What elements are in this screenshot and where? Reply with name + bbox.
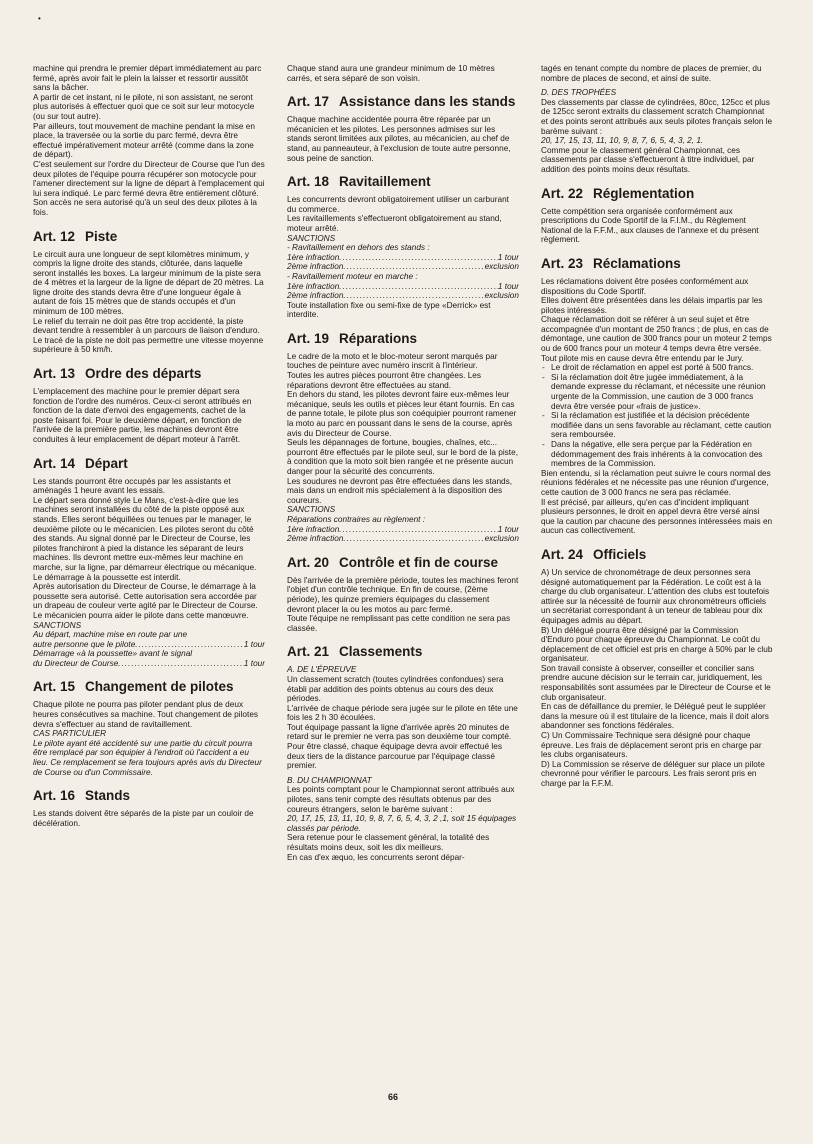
sanction-line: Au départ, machine mise en route par une — [33, 630, 188, 640]
sanction-penalty: exclusion — [484, 291, 519, 301]
paragraph: Tout équipage passant la ligne d'arrivée après 20 minutes de retard sur le premier ne verra pas son deuxième tour compté. — [287, 722, 512, 742]
paragraph: Après autorisation du Directeur de Course, le démarrage à la poussette sera autorisé. Cette autorisation sera accordée par un drapeau de couleur verte agité par le Directeur de Course. — [33, 582, 258, 611]
sanction-label: 2ème infraction — [287, 262, 344, 272]
paragraph: Des classements par classe de cylindrées, 80cc, 125cc et plus de 125cc seront extraits du classement scratch Championnat et des points seront attribués aux seuls pilotes français selon le barème suivant : — [541, 97, 773, 136]
sanctions-heading: SANCTIONS — [33, 620, 82, 630]
sanction-row — [287, 253, 519, 263]
sanction-row — [287, 525, 519, 535]
article-18-heading — [287, 174, 519, 190]
list-item: - Dans la négative, elle sera perçue par la Fédération en dédommagement des frais inhérents à la convocation des membres de la Commission. — [551, 440, 773, 469]
subsection-heading: B. DU CHAMPIONNAT — [287, 775, 372, 785]
paragraph: Les concurrents devront obligatoirement utiliser un carburant du commerce. — [287, 195, 509, 214]
sanction-penalty: 1 tour — [497, 524, 519, 534]
paragraph: Le départ sera donné style Le Mans, c'est-à-dire que les machines seront installées du côté de la piste opposé aux stands. Elles seront béquillées ou tenues par le manager, le deuxième pilote ou le mécanicien. Les pilotes seront du côté des stands. Au signal donné par le Directeur de Course, les pilotes franchiront à pied la distance les séparant de leurs machines. Ils devront mettre eux-mêmes leur machine en marche, sur la ligne, par démarreur électrique ou mécanique. Le démarrage à la poussette est interdit. — [33, 495, 257, 582]
sanction-row — [287, 282, 519, 292]
article-title: Réclamations — [593, 255, 681, 271]
column-2 — [287, 64, 519, 862]
article-title: Stands — [85, 788, 131, 804]
paragraph: Le circuit aura une longueur de sept kilomètres minimum, y compris la ligne droite des stands, clôturée, dans laquelle seront installés les boxes. La largeur minimum de la piste sera de 4 mètres et la largeur de la ligne de départ de 20 mètres. La ligne droite des stands devra être d'une longueur égale à autant de fois 15 mètres que de stands occupés et d'un minimum de 100 mètres. — [33, 249, 264, 317]
sanctions-heading: SANCTIONS — [287, 505, 336, 515]
sanction-line: Démarrage «à la poussette» avant le signal — [33, 649, 193, 659]
article-title: Ordre des départs — [85, 366, 202, 382]
sanction-label: du Directeur de Course — [33, 658, 119, 668]
article-title: Piste — [85, 228, 118, 244]
article-20-heading — [287, 555, 519, 571]
article-number: Art. 21 — [287, 644, 330, 660]
article-number: Art. 13 — [33, 366, 76, 382]
article-13-heading — [33, 366, 265, 382]
paragraph: machine qui prendra le premier départ immédiatement au parc fermé, après avoir fait le plein la laisser et ressortir aussitôt sans la bâcher. — [33, 64, 262, 93]
article-16-heading — [33, 788, 265, 804]
article-title: Départ — [85, 455, 128, 471]
paragraph: Les stands doivent être séparés de la piste par un couloir de décélération. — [33, 809, 254, 828]
article-number: Art. 12 — [33, 228, 76, 244]
article-17-heading — [287, 94, 519, 110]
paragraph: En cas d'ex æquo, les concurrents seront dépar- — [287, 852, 465, 862]
sanction-subheading: - Ravitaillement moteur en marche : — [287, 271, 418, 281]
paragraph: Chaque pilote ne pourra pas piloter pendant plus de deux heures consécutives sa machine. Tout changement de pilotes devra s'effectuer au stand de ravitaillement. — [33, 700, 259, 729]
sanction-subheading: Réparations contraires au règlement : — [287, 514, 426, 524]
column-3 — [541, 64, 773, 789]
page-number: 66 — [388, 1092, 399, 1102]
paragraph: Chaque réclamation doit se référer à un seul sujet et être accompagnée d'un montant de 250 francs ; de plus, en cas de démontage, une caution de 300 francs pour un moteur 2 temps ou de 600 francs pour un moteur 4 temps devra être versée. — [541, 315, 772, 354]
article-23-heading — [541, 256, 773, 272]
sanction-label: autre personne que le pilote — [33, 639, 136, 649]
paragraph: En cas de défaillance du premier, le Délégué peut le suppléer dans la mesure où il est titulaire de la licence, mais il doit alors abandonner ses fonctions fédérales. — [541, 702, 769, 731]
article-14-heading — [33, 456, 265, 472]
paragraph: Il est précisé, par ailleurs, qu'en cas d'incident impliquant plusieurs personnes, le droit en appel devra être versé ainsi que la caution par chacune des personnes intéressées mais en aucun cas collectivement. — [541, 497, 773, 536]
sanction-subheading: - Ravitaillement en dehors des stands : — [287, 243, 430, 253]
paragraph: Sera retenue pour le classement général, la totalité des résultats moins deux, soit les dix meilleurs. — [287, 833, 490, 852]
sanctions-heading: SANCTIONS — [287, 233, 336, 243]
reclamation-list — [541, 363, 773, 469]
paragraph: Comme pour le classement général Championnat, ces classements par classe s'effectueront à titre individuel, par addition des points moins deux résultats. — [541, 145, 755, 174]
list-item: - Si la réclamation doit être jugée immédiatement, à la demande expresse du réclamant, et nécessite une réunion urgente de la Commission, une caution de 3 000 francs devra être versée pour «frais de justice». — [551, 373, 773, 411]
paragraph: Les réclamations doivent être posées conformément aux dispositions du Code Sportif. — [541, 276, 749, 296]
paragraph: Les stands pourront être occupés par les assistants et aménagés 1 heure avant les essais. — [33, 476, 231, 496]
sanction-label: 2ème infraction — [287, 291, 344, 301]
subsection-heading: D. DES TROPHÉES — [541, 88, 617, 98]
article-number: Art. 20 — [287, 554, 330, 570]
paragraph: Le cadre de la moto et le bloc-moteur seront marqués par touches de peinture avec numéro inscrit à l'intérieur. — [287, 351, 498, 371]
sanction-penalty: exclusion — [484, 534, 519, 544]
paragraph: Toute installation fixe ou semi-fixe de type «Derrick» est interdite. — [287, 300, 491, 320]
article-title: Officiels — [593, 546, 647, 562]
paragraph: L'arrivée de chaque période sera jugée sur le pilote en tête une fois les 2 h 30 écoulées. — [287, 703, 518, 723]
article-number: Art. 15 — [33, 679, 76, 695]
paragraph: B) Un délégué pourra être désigné par la Commission d'Enduro pour chaque épreuve du Championnat. Le coût du déplacement de cet officiel est pris en charge à 50% par le club organisateur. — [541, 625, 773, 664]
sanction-row — [33, 659, 265, 669]
sanction-row — [287, 534, 519, 544]
paragraph: A partir de cet instant, ni le pilote, ni son assistant, ne seront plus autorisés à effectuer quoi que ce soit sur leur motocycle (ou sur tout autre). — [33, 92, 255, 121]
sanction-row — [287, 291, 519, 301]
paragraph: Toutes les autres pièces pourront être changées. Les réparations devront être effectuées au stand. — [287, 371, 481, 390]
paragraph: L'emplacement des machine pour le premier départ sera fonction de l'ordre des numéros. Ceux-ci seront attribués en fonction de la date d'envoi des engagements, cachet de la poste faisant foi. Pour le deuxième départ, en fonction de l'arrivée de la première partie, les machines devront être conduites à leur emplacement de départ moteur à l'arrêt. — [33, 387, 252, 444]
paragraph: Bien entendu, si la réclamation peut suivre le cours normal des réunions fédérales et ne nécessite pas une réunion d'urgence, cette caution de 3 000 francs ne sera pas réclamée. — [541, 468, 771, 497]
paragraph: Son travail consiste à observer, conseiller et concilier sans prendre aucune décision sur le terrain car, juridiquement, les responsabilités sont assumées par le Directeur de Course et le club organisateur. — [541, 663, 771, 702]
sanction-penalty: 1 tour — [497, 252, 519, 262]
list-item: - Si la réclamation est justifiée et la décision précédente modifiée dans un sens favorable au réclamant, cette caution sera remboursée. — [551, 411, 773, 440]
special-case-heading: CAS PARTICULIER — [33, 729, 107, 739]
sanction-row — [33, 640, 265, 650]
paragraph: A) Un service de chronométrage de deux personnes sera désigné automatiquement par la Fédération. Le coût est à la charge du club organisateur. L'attention des clubs est toutefois attirée sur la nécessité de fournir aux chronométreurs officiels un secrétariat correspondant à un teneur de tableau pour dix équipages admis au départ. — [541, 567, 770, 625]
corner-mark: • — [38, 14, 41, 23]
paragraph: Les ravitaillements s'effectueront obligatoirement au stand, moteur arrêté. — [287, 214, 502, 233]
sanction-label: 2ème infraction — [287, 534, 344, 544]
article-19-heading — [287, 331, 519, 347]
list-item: - Le droit de réclamation en appel est porté à 500 francs. — [551, 363, 773, 373]
article-22-heading — [541, 186, 773, 202]
paragraph: Le relief du terrain ne doit pas être trop accidenté, la piste devant tendre à ressembler à un parcours de liaison d'enduro. Le tracé de la piste ne doit pas permettre une vitesse moyenne supérieure à 50 km/h. — [33, 316, 264, 355]
article-number: Art. 18 — [287, 174, 330, 190]
paragraph: Par ailleurs, tout mouvement de machine pendant la mise en place, la traversée ou la sortie du parc fermé, devra être effectué impérativement moteur arrêté (comme dans la zone de départ). — [33, 121, 255, 160]
paragraph: C'est seulement sur l'ordre du Directeur de Course que l'un des deux pilotes de l'équipe pourra récupérer son motocycle pour l'amener directement sur la ligne de départ à l'emplacement qui lui sera indiqué. Le parc fermé devra être entièrement clôturé. Son accès ne sera autorisé qu'à un seul des deux pilotes à la fois. — [33, 159, 265, 217]
paragraph: Toute l'équipe ne remplissant pas cette condition ne sera pas classée. — [287, 614, 511, 633]
article-title: Changement de pilotes — [85, 679, 234, 695]
paragraph: Chaque machine accidentée pourra être réparée par un mécanicien et les pilotes. Les personnes admises sur les stands seront limitées aux pilotes, au mécanicien, au chef de stand, au panneauteur, à l'exclusion de toute autre personne, sous peine de sanction. — [287, 115, 511, 163]
article-number: Art. 22 — [541, 185, 584, 201]
sanction-row — [287, 262, 519, 272]
points-scale: 20, 17, 15, 13, 11, 10, 9, 8, 7, 6, 5, 4, 3, 2, 1. — [541, 136, 704, 146]
sanction-penalty: 1 tour — [243, 639, 265, 649]
paragraph: Elles doivent être présentées dans les délais impartis par les pilotes intéressés. — [541, 296, 763, 315]
article-title: Contrôle et fin de course — [339, 554, 499, 570]
sanction-label: 1ère infraction — [287, 524, 340, 534]
article-number: Art. 24 — [541, 546, 584, 562]
article-number: Art. 19 — [287, 330, 330, 346]
column-1 — [33, 64, 265, 828]
sanction-penalty: 1 tour — [243, 658, 265, 668]
article-21-heading — [287, 644, 519, 660]
paragraph: Les soudures ne devront pas être effectuées dans les stands, mais dans un endroit mis spécialement à la disposition des coureurs. — [287, 476, 513, 505]
paragraph: Un classement scratch (toutes cylindrées confondues) sera établi par addition des points obtenus au cours des deux périodes. — [287, 674, 504, 704]
paragraph: D) La Commission se réserve de déléguer sur place un pilote chevronné pour vérifier le parcours. Les frais seront pris en charge par la F.F.M. — [541, 759, 765, 788]
sanction-label: 1ère infraction — [287, 252, 340, 262]
article-title: Ravitaillement — [339, 174, 431, 190]
article-title: Réglementation — [593, 185, 695, 201]
paragraph: En dehors du stand, les pilotes devront faire eux-mêmes leur mécanique, seuls les outils et pièces leur étant fournis. En cas de panne totale, le pilote plus son coéquipier pourront ramener la moto au parc en poussant dans le sens de la course, après avis du Directeur de Course. — [287, 390, 517, 438]
article-title: Assistance dans les stands — [339, 94, 516, 110]
special-case-text: Le pilote ayant été accidenté sur une partie du circuit pourra être remplacé par son équipier à l'endroit où l'accident a eu lieu. Ce remplacement se fera toujours après avis du Directeur de Course ou d'un Commissaire. — [33, 738, 262, 777]
paragraph: Cette compétition sera organisée conformément aux prescriptions du Code Sportif de la F.I.M., du Règlement National de la F.F.M., aux clauses de l'annexe et du présent règlement. — [541, 206, 759, 245]
article-12-heading — [33, 229, 265, 245]
article-15-heading — [33, 679, 265, 695]
paragraph: Tout pilote mis en cause devra être entendu par le Jury. — [541, 353, 744, 363]
paragraph: Seuls les dépannages de fortune, bougies, chaînes, etc... pourront être effectués par le pilote seul, sur le bord de la piste, à condition que la moto soit bien rangée et ne présente aucun danger pour la sécurité des concurrents. — [287, 438, 518, 476]
paragraph: Les points comptant pour le Championnat seront attribués aux pilotes, sans tenir compte des résultats obtenus par des coureurs étrangers, selon le barème suivant : — [287, 785, 515, 814]
paragraph: Pour être classé, chaque équipage devra avoir effectué les deux tiers de la distance parcourue par l'équipage classé premier. — [287, 742, 502, 771]
article-number: Art. 17 — [287, 94, 330, 110]
paragraph: Chaque stand aura une grandeur minimum de 10 mètres carrés, et sera séparé de son voisin. — [287, 64, 495, 83]
points-scale: 20, 17, 15, 13, 11, 10, 9, 8, 7, 6, 5, 4, 3, 2 ,1, soit 15 équipages classés par période. — [287, 814, 517, 833]
paragraph: tagés en tenant compte du nombre de places de premier, du nombre de places de second, et ainsi de suite. — [541, 64, 762, 83]
sanction-penalty: 1 tour — [497, 281, 519, 291]
paragraph: Dès l'arrivée de la première période, toutes les machines feront l'objet d'un contrôle technique. En fin de course, (2ème période), les quinze premiers équipages du classement devront placer la ou les motos au parc fermé. — [287, 575, 519, 614]
article-number: Art. 16 — [33, 788, 76, 804]
article-number: Art. 23 — [541, 255, 584, 271]
paragraph: Le mécanicien pourra aider le pilote dans cette manœuvre. — [33, 610, 249, 620]
article-24-heading — [541, 547, 773, 563]
article-title: Classements — [339, 644, 423, 660]
subsection-heading: A. DE L'ÉPREUVE — [287, 665, 357, 675]
article-title: Réparations — [339, 330, 418, 346]
paragraph: C) Un Commissaire Technique sera désigné pour chaque épreuve. Les frais de déplacement seront pris en charge par les clubs organisateurs. — [541, 731, 762, 760]
sanction-label: 1ère infraction — [287, 281, 340, 291]
sanction-penalty: exclusion — [484, 262, 519, 272]
article-number: Art. 14 — [33, 455, 76, 471]
